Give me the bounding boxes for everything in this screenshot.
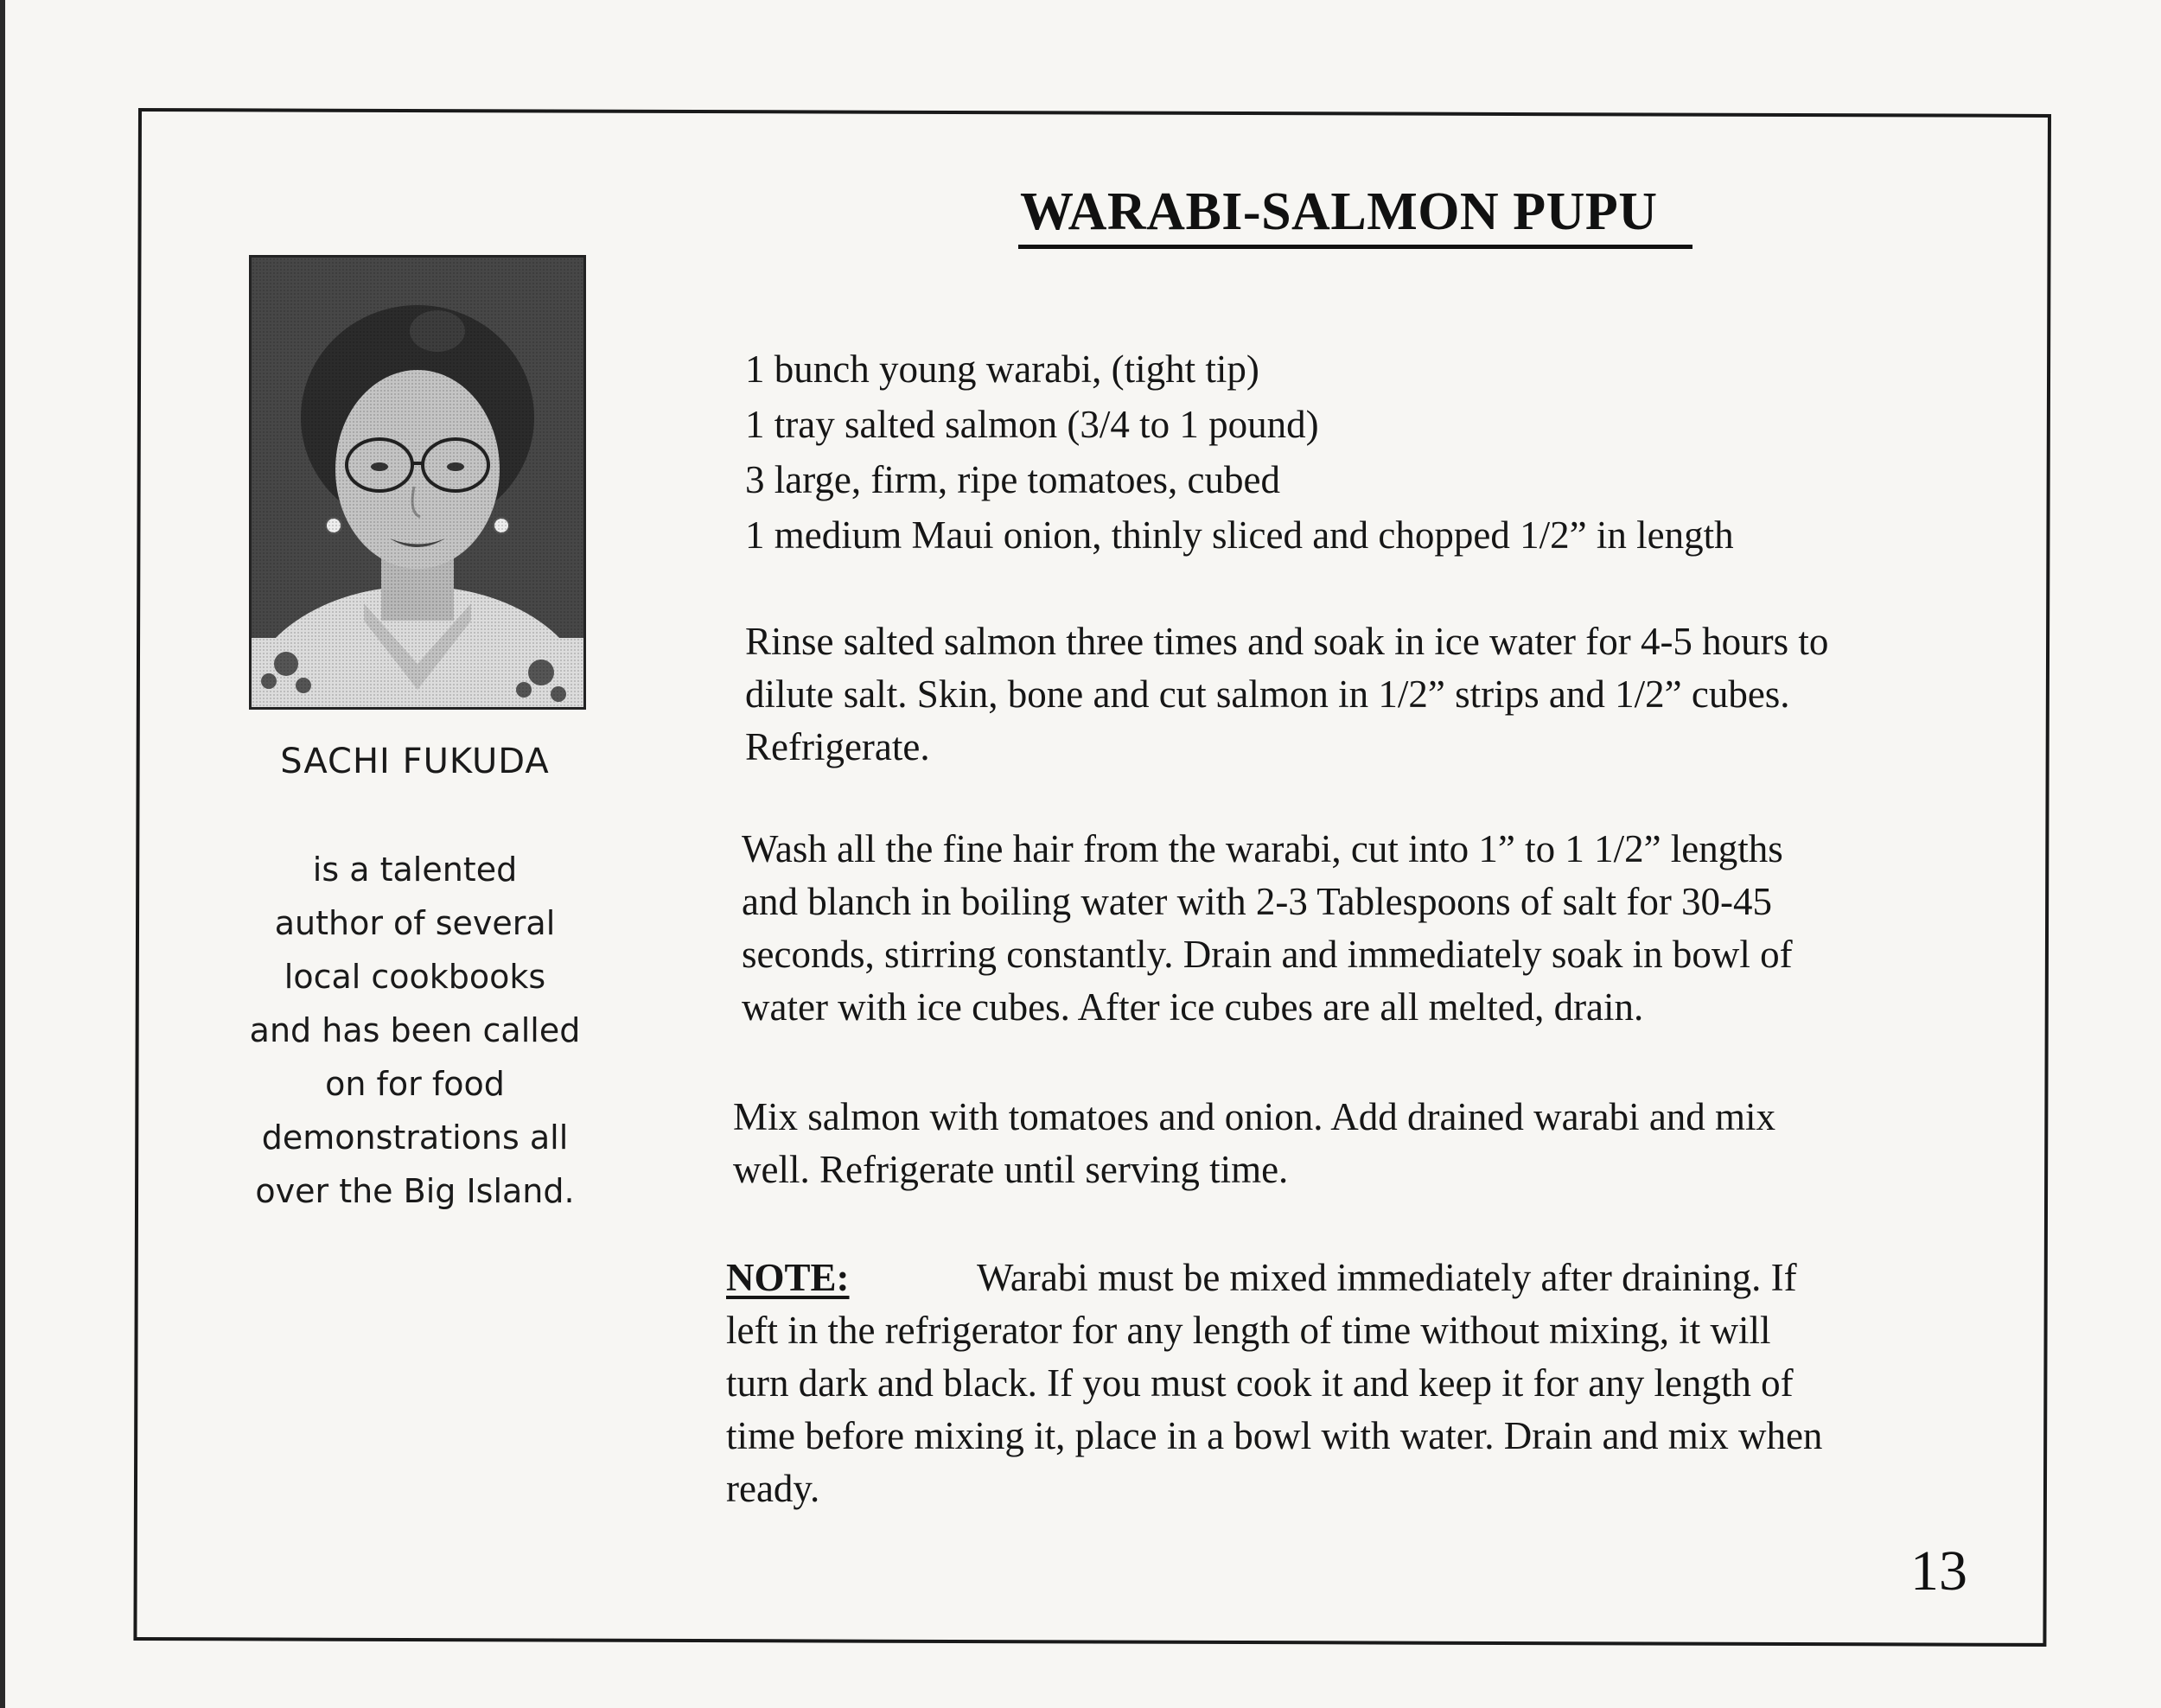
title-underline	[1018, 245, 1692, 249]
step-line: well. Refrigerate until serving time.	[733, 1148, 1289, 1191]
author-portrait-illustration	[252, 258, 583, 707]
author-bio-line: author of several	[274, 904, 556, 942]
page-number: 13	[1910, 1539, 1967, 1603]
step-line: Wash all the fine hair from the warabi, cut into 1” to 1 1/2” lengths	[742, 827, 1783, 870]
author-bio-line: demonstrations all	[261, 1118, 569, 1157]
recipe-title: WARABI-SALMON PUPU	[1020, 182, 1658, 241]
step-mix	[733, 1091, 1775, 1196]
ingredient-item: 1 tray salted salmon (3/4 to 1 pound)	[745, 403, 1319, 446]
note-line: left in the refrigerator for any length of time without mixing, it will	[726, 1309, 1771, 1352]
author-bio-line: local cookbooks	[284, 958, 546, 996]
ingredient-item: 1 medium Maui onion, thinly sliced and chopped 1/2” in length	[745, 513, 1734, 557]
ingredient-item: 1 bunch young warabi, (tight tip)	[745, 347, 1259, 391]
note-line: turn dark and black. If you must cook it and keep it for any length of	[726, 1361, 1794, 1405]
step-line: Mix salmon with tomatoes and onion. Add drained warabi and mix	[733, 1095, 1776, 1138]
step-wash-warabi	[742, 823, 1793, 1034]
ingredient-list	[745, 341, 1734, 563]
step-line: seconds, stirring constantly. Drain and immediately soak in bowl of	[742, 933, 1793, 976]
author-bio-line: and has been called	[249, 1011, 581, 1049]
step-line: Rinse salted salmon three times and soak in ice water for 4-5 hours to	[745, 620, 1829, 663]
note-first-line	[726, 1252, 1822, 1304]
author-photo	[249, 255, 586, 710]
author-bio	[207, 843, 622, 1218]
step-line: dilute salt. Skin, bone and cut salmon in 1/2” strips and 1/2” cubes.	[745, 672, 1790, 716]
author-bio-line: is a talented	[312, 851, 518, 889]
step-rinse-salmon	[745, 615, 1828, 774]
ingredient-item: 3 large, firm, ripe tomatoes, cubed	[745, 458, 1280, 501]
page-edge-shadow	[0, 0, 5, 1708]
note-text: Warabi must be mixed immediately after draining. If	[977, 1256, 1797, 1299]
step-line: water with ice cubes. After ice cubes are all melted, drain.	[742, 985, 1644, 1029]
step-line: and blanch in boiling water with 2-3 Tablespoons of salt for 30-45	[742, 880, 1773, 923]
note-line: ready.	[726, 1467, 820, 1510]
note-label: NOTE:	[726, 1256, 850, 1299]
step-line: Refrigerate.	[745, 725, 930, 768]
author-name: SACHI FUKUDA	[280, 742, 550, 781]
author-bio-line: on for food	[325, 1065, 505, 1103]
author-bio-line: over the Big Island.	[255, 1172, 575, 1210]
note-block	[726, 1252, 1822, 1515]
note-line: time before mixing it, place in a bowl with water. Drain and mix when	[726, 1414, 1823, 1457]
